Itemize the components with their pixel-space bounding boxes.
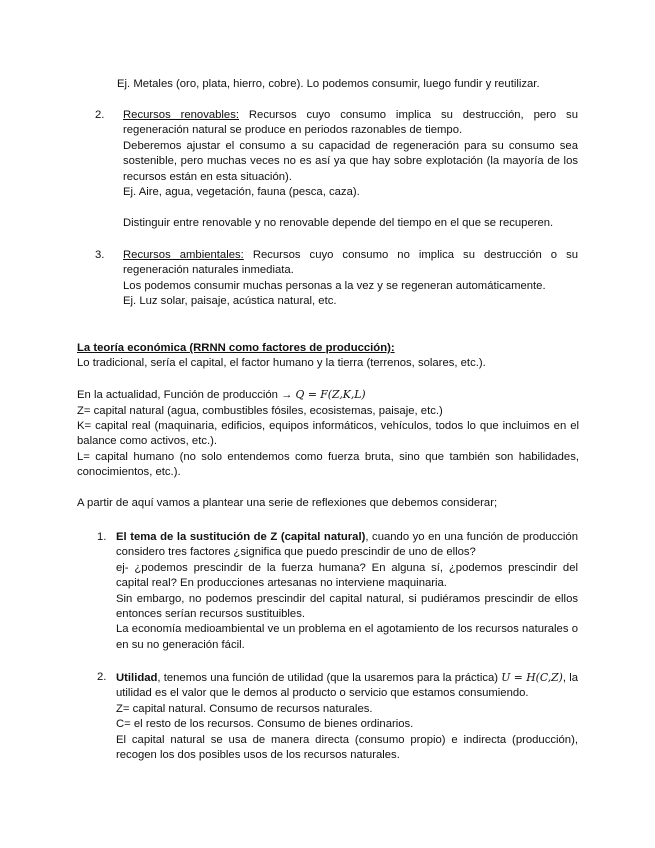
section-economic-theory bbox=[77, 341, 579, 511]
reflection-desc: , tenemos una función de utilidad (que la usaremos para la práctica) bbox=[157, 672, 502, 684]
example-line: Ej. Luz solar, paisaje, acústica natural, etc. bbox=[123, 295, 337, 308]
item-number: 2. bbox=[97, 671, 107, 683]
intro-line: Lo tradicional, sería el capital, el factor humano y la tierra (terrenos, solares, etc.). bbox=[77, 357, 486, 370]
reflection-title: Utilidad bbox=[116, 672, 158, 684]
example-line: Ej. Aire, agua, vegetación, fauna (pesca, caza). bbox=[123, 186, 360, 199]
paragraph: Sin embargo, no podemos prescindir del capital natural, si pudiéramos prescindir de ellos entonces serían recursos sustituibles. bbox=[116, 592, 578, 621]
list-item-ambientales bbox=[123, 248, 578, 310]
c-line: C= el resto de los recursos. Consumo de bienes ordinarios. bbox=[116, 718, 414, 731]
l-definition: L= capital humano (no solo entendemos como fuerza bruta, sino que también son habilidades, conocimientos, etc.). bbox=[77, 450, 579, 479]
paragraph: La economía medioambiental ve un problema en el agotamiento de los recursos naturales o en su no generación fácil. bbox=[116, 623, 578, 651]
note-line: Distinguir entre renovable y no renovable depende del tiempo en el que se recuperen. bbox=[123, 216, 554, 229]
item-number: 3. bbox=[95, 249, 105, 261]
term-recursos-ambientales: Recursos ambientales: bbox=[123, 249, 244, 261]
reflection-utility bbox=[116, 670, 578, 763]
list-item-renovables bbox=[123, 108, 578, 231]
reflection-title: El tema de la sustitución de Z (capital natural) bbox=[116, 531, 366, 543]
utility-function-formula: U = H(C,Z) bbox=[501, 671, 563, 684]
section-heading: La teoría económica (RRNN como factores de producción): bbox=[77, 342, 395, 354]
k-definition: K= capital real (maquinaria, edificios, equipos informáticos, vehículos, todos lo que incluimos en el balance como activos, etc.). bbox=[77, 420, 579, 448]
term-recursos-renovables: Recursos renovables: bbox=[123, 109, 239, 121]
z-line: Z= capital natural. Consumo de recursos naturales. bbox=[116, 702, 373, 715]
z-definition: Z= capital natural (agua, combustibles fósiles, ecosistemas, paisaje, etc.) bbox=[77, 404, 443, 417]
example-metals: Ej. Metales (oro, plata, hierro, cobre). Lo podemos consumir, luego fundir y reutilizar. bbox=[117, 78, 540, 90]
reflections-intro: A partir de aquí vamos a plantear una serie de reflexiones que debemos considerar; bbox=[77, 497, 498, 510]
definition-text: Recursos cuyo consumo no implica su destrucción o su regeneración naturales inmediata. bbox=[123, 249, 579, 277]
example-line: ej- ¿podemos prescindir de la fuerza humana? En alguna sí, ¿podemos prescindir del capital real? En producciones artesanas no interviene maquinaria. bbox=[116, 561, 578, 590]
production-function-formula: Q = F(Z,K,L) bbox=[295, 388, 366, 402]
paragraph: Deberemos ajustar el consumo a su capacidad de regeneración para su consumo sea sostenible, pero muchas veces no es así ya que hay sobre explotación (la mayoría de los recursos están en esta situación). bbox=[123, 139, 578, 183]
item-number: 2. bbox=[95, 109, 105, 121]
production-function-label: En la actualidad, Función de producción → bbox=[77, 389, 296, 402]
reflection-substitution bbox=[116, 530, 578, 653]
reflection-desc-end: , la utilidad es el valor que le demos al producto o servicio que estamos consumiendo. bbox=[116, 672, 578, 700]
definition-text: Recursos cuyo consumo implica su destrucción, pero su regeneración natural se produce en periodos razonables de tiempo. bbox=[123, 109, 578, 137]
item-number: 1. bbox=[97, 531, 107, 543]
paragraph: Los podemos consumir muchas personas a la vez y se regeneran automáticamente. bbox=[123, 279, 546, 292]
production-function-line bbox=[77, 387, 579, 403]
paragraph: El capital natural se usa de manera directa (consumo propio) e indirecta (producción), recogen los dos posibles usos de los recursos naturales. bbox=[116, 733, 578, 762]
reflection-desc: , cuando yo en una función de producción considero tres factores ¿significa que puedo prescindir de uno de ellos? bbox=[116, 531, 579, 559]
